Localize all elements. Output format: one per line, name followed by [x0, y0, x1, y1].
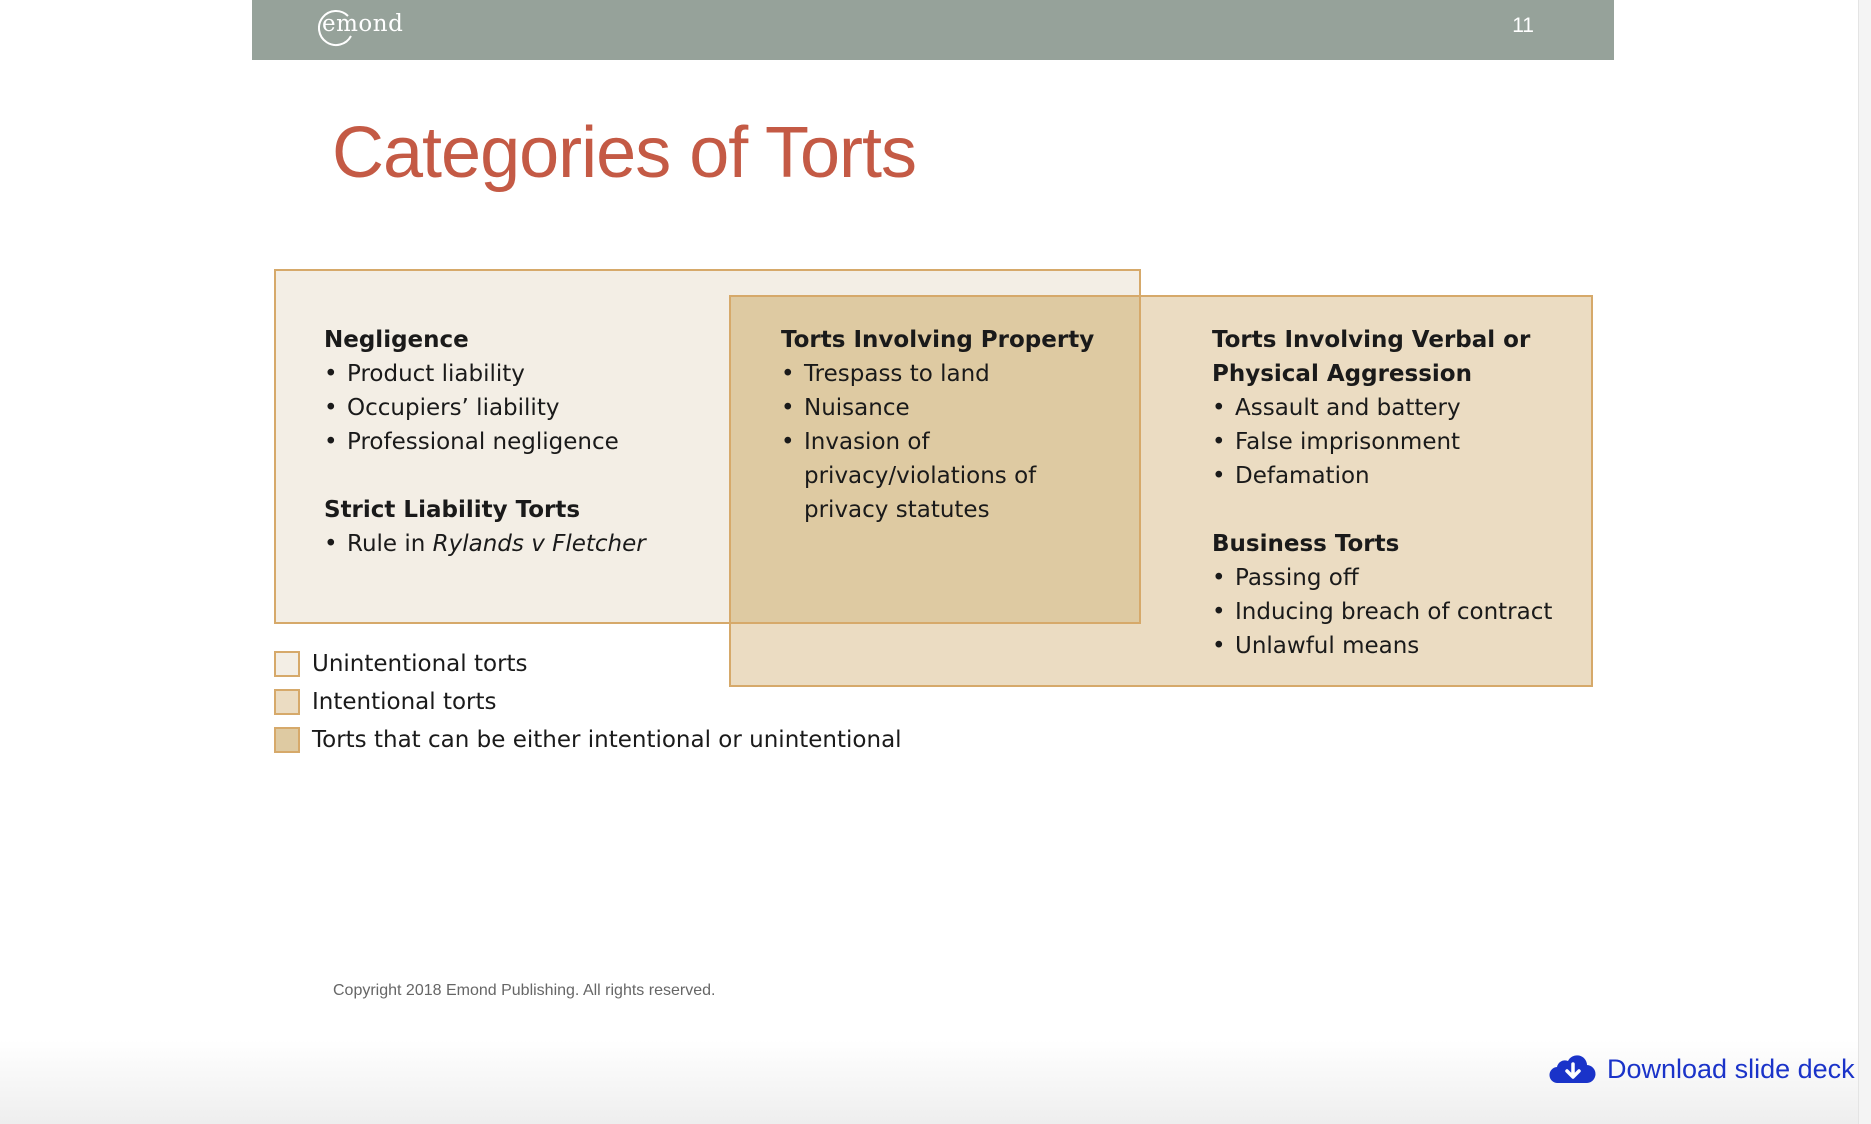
- download-slide-deck-link[interactable]: [1549, 1052, 1855, 1086]
- legend: [274, 645, 902, 759]
- aggression-list: [1212, 391, 1572, 493]
- list-item: • Invasion of privacy/violations of privacy statutes: [781, 425, 1126, 527]
- business-torts-heading: Business Torts: [1212, 531, 1400, 557]
- aggression-heading: Torts Involving Verbal or Physical Aggression: [1212, 327, 1531, 387]
- list-item: • Professional negligence: [324, 425, 734, 459]
- legend-swatch: [274, 727, 300, 753]
- legend-swatch: [274, 651, 300, 677]
- legend-swatch: [274, 689, 300, 715]
- legend-label: Intentional torts: [312, 689, 497, 715]
- slide-page-number: 11: [1512, 14, 1534, 37]
- list-item: [324, 527, 734, 561]
- list-item: • Nuisance: [781, 391, 1126, 425]
- negligence-list: [324, 357, 734, 459]
- list-item: • Inducing breach of contract: [1212, 595, 1572, 629]
- property-column: [781, 323, 1126, 527]
- property-list: [781, 357, 1126, 527]
- rule-prefix: Rule in: [347, 531, 433, 557]
- property-heading: Torts Involving Property: [781, 327, 1095, 353]
- list-item: • Product liability: [324, 357, 734, 391]
- list-item: • False imprisonment: [1212, 425, 1572, 459]
- list-item: • Defamation: [1212, 459, 1572, 493]
- legend-item-intentional: [274, 683, 902, 721]
- logo-text: emond: [322, 11, 404, 37]
- copyright-notice: Copyright 2018 Emond Publishing. All rights reserved.: [333, 982, 716, 999]
- list-item: • Trespass to land: [781, 357, 1126, 391]
- case-name: Rylands v Fletcher: [432, 531, 646, 557]
- legend-item-unintentional: [274, 645, 902, 683]
- intentional-column: [1212, 323, 1572, 663]
- download-label: Download slide deck: [1607, 1053, 1855, 1084]
- list-item: • Passing off: [1212, 561, 1572, 595]
- strict-liability-list: [324, 527, 734, 561]
- list-item: • Unlawful means: [1212, 629, 1572, 663]
- cloud-download-icon: [1549, 1052, 1597, 1086]
- legend-label: Unintentional torts: [312, 651, 528, 677]
- list-item: • Occupiers’ liability: [324, 391, 734, 425]
- legend-item-either: [274, 721, 902, 759]
- negligence-heading: Negligence: [324, 327, 469, 353]
- legend-label: Torts that can be either intentional or unintentional: [312, 727, 902, 753]
- list-item: • Assault and battery: [1212, 391, 1572, 425]
- slide-title: Categories of Torts: [332, 113, 916, 193]
- unintentional-column: [324, 323, 734, 561]
- scrollbar[interactable]: [1858, 0, 1871, 1124]
- emond-logo: [318, 8, 404, 48]
- slide-header-bar: [252, 0, 1614, 60]
- strict-liability-heading: Strict Liability Torts: [324, 497, 581, 523]
- business-torts-list: [1212, 561, 1572, 663]
